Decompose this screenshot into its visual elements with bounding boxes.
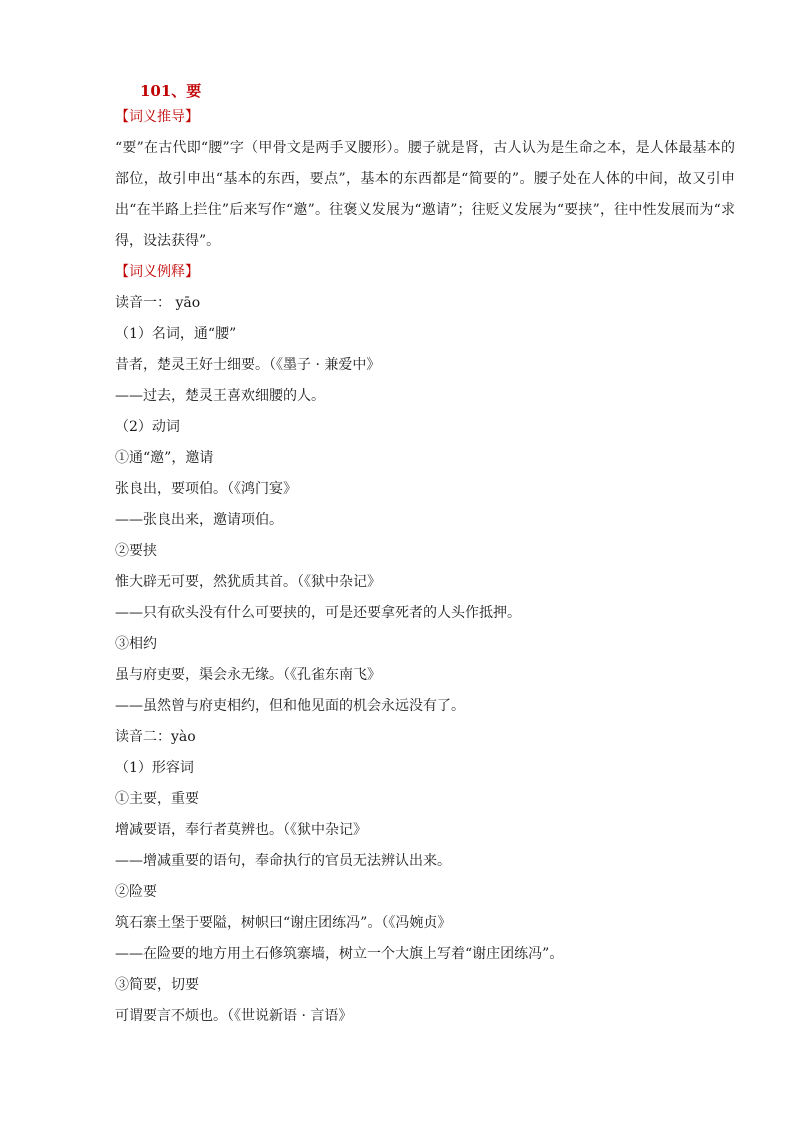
text-line: 读音二：yào bbox=[115, 729, 196, 745]
text-line: ②要挟 bbox=[115, 543, 157, 559]
text-line: ——增减重要的语句，奉命执行的官员无法辨认出来。 bbox=[115, 853, 451, 869]
text-line: 惟大辟无可要，然犹质其首。（《狱中杂记》 bbox=[115, 574, 381, 590]
text-line: （2）动词 bbox=[115, 419, 180, 435]
text-line: 昔者，楚灵王好士细要。（《墨子 · 兼爱中》 bbox=[115, 357, 381, 373]
text-line: （1）形容词 bbox=[115, 760, 194, 776]
text-line: ③简要，切要 bbox=[115, 977, 199, 993]
text-line: 增减要语，奉行者莫辨也。（《狱中杂记》 bbox=[115, 822, 367, 838]
text-line: ①通“邀”，邀请 bbox=[115, 450, 214, 466]
text-line: ①主要，重要 bbox=[115, 791, 199, 807]
text-line: （1）名词，通“腰” bbox=[115, 326, 237, 342]
text-line: 可谓要言不烦也。（《世说新语 · 言语》 bbox=[115, 1008, 353, 1024]
text-line: ——只有砍头没有什么可要挟的，可是还要拿死者的人头作抵押。 bbox=[115, 605, 521, 621]
text-line: ——过去，楚灵王喜欢细腰的人。 bbox=[115, 388, 325, 404]
section-heading-derivation: 【词义推导】 bbox=[115, 109, 199, 125]
text-line: 虽与府吏要，渠会永无缘。（《孔雀东南飞》 bbox=[115, 667, 381, 683]
text-line: ②险要 bbox=[115, 884, 157, 900]
text-line: 筑石寨土堡于要隘，树帜曰“谢庄团练冯”。（《冯婉贞》 bbox=[115, 915, 452, 931]
text-line: ③相约 bbox=[115, 636, 157, 652]
section-heading-examples: 【词义例释】 bbox=[115, 264, 199, 280]
text-line: 读音一： yāo bbox=[115, 295, 201, 311]
text-line: ——在险要的地方用土石修筑寨墙，树立一个大旗上写着“谢庄团练冯”。 bbox=[115, 946, 564, 962]
text-line: ——张良出来，邀请项伯。 bbox=[115, 512, 283, 528]
entry-title: 101、要 bbox=[140, 82, 202, 100]
text-line: 张良出，要项伯。（《鸿门宴》 bbox=[115, 481, 297, 497]
example-lines bbox=[115, 288, 735, 1032]
document-page bbox=[115, 80, 735, 1032]
derivation-paragraph: “要”在古代即“腰”字（甲骨文是两手叉腰形）。腰子就是肾，古人认为是生命之本，是人体最基本的部位，故引申出“基本的东西，要点”，基本的东西都是“简要的”。腰子处在人体的中间，故又引申出“在半路上拦住”后来写作“邀”。往褒义发展为“邀请”；往贬义发展为“要挟”，往中性发展而为“求得，设法获得”。 bbox=[115, 140, 735, 249]
text-line: ——虽然曾与府吏相约，但和他见面的机会永远没有了。 bbox=[115, 698, 465, 714]
